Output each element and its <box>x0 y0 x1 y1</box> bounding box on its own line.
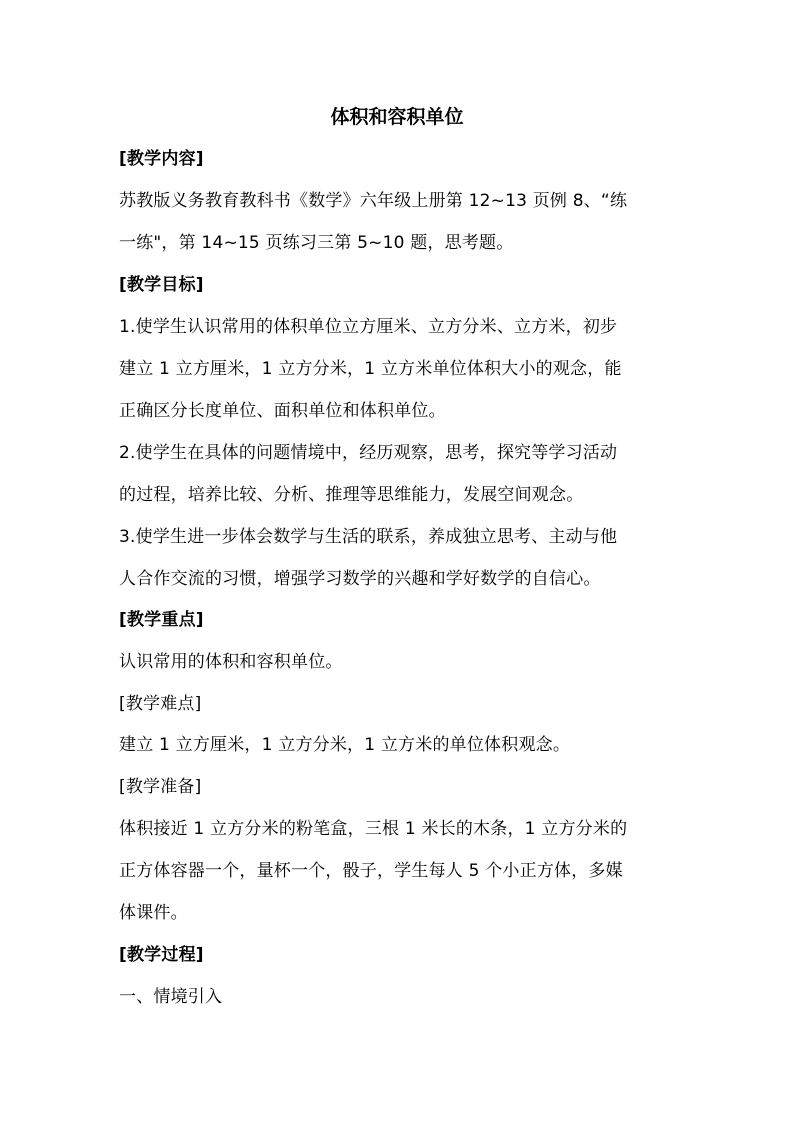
section-heading-intro: 一、情境引入 <box>119 987 223 1007</box>
paragraph-line: 体课件。 <box>119 903 188 923</box>
heading-key-points: [教学重点] <box>119 610 204 630</box>
paragraph-line: 建立 1 立方厘米，1 立方分米，1 立方米单位体积大小的观念，能 <box>119 359 622 379</box>
heading-difficulties: [教学难点] <box>119 694 202 714</box>
heading-teaching-process: [教学过程] <box>119 945 204 965</box>
paragraph-line: 2.使学生在具体的问题情境中，经历观察，思考，探究等学习活动 <box>119 443 618 463</box>
paragraph-line: 正方体容器一个，量杯一个，骰子，学生每人 5 个小正方体，多媒 <box>119 861 623 881</box>
heading-teaching-goals: [教学目标] <box>119 275 204 295</box>
paragraph-line: 的过程，培养比较、分析、推理等思维能力，发展空间观念。 <box>119 485 584 505</box>
heading-teaching-content: [教学内容] <box>119 149 204 169</box>
paragraph-line: 人合作交流的习惯，增强学习数学的兴趣和学好数学的自信心。 <box>119 569 601 589</box>
paragraph-line: 认识常用的体积和容积单位。 <box>119 652 343 672</box>
paragraph-line: 一练"，第 14~15 页练习三第 5~10 题，思考题。 <box>119 233 514 253</box>
paragraph-line: 正确区分长度单位、面积单位和体积单位。 <box>119 401 446 421</box>
paragraph-line: 3.使学生进一步体会数学与生活的联系，养成独立思考、主动与他 <box>119 527 618 547</box>
paragraph-line: 建立 1 立方厘米，1 立方分米，1 立方米的单位体积观念。 <box>119 735 571 755</box>
paragraph-line: 体积接近 1 立方分米的粉笔盒，三根 1 米长的木条，1 立方分米的 <box>119 819 628 839</box>
paragraph-line: 苏教版义务教育教科书《数学》六年级上册第 12~13 页例 8、“练 <box>119 191 628 211</box>
paragraph-line: 1.使学生认识常用的体积单位立方厘米、立方分米、立方米，初步 <box>119 317 618 337</box>
heading-preparation: [教学准备] <box>119 777 202 797</box>
document-title: 体积和容积单位 <box>330 106 464 128</box>
